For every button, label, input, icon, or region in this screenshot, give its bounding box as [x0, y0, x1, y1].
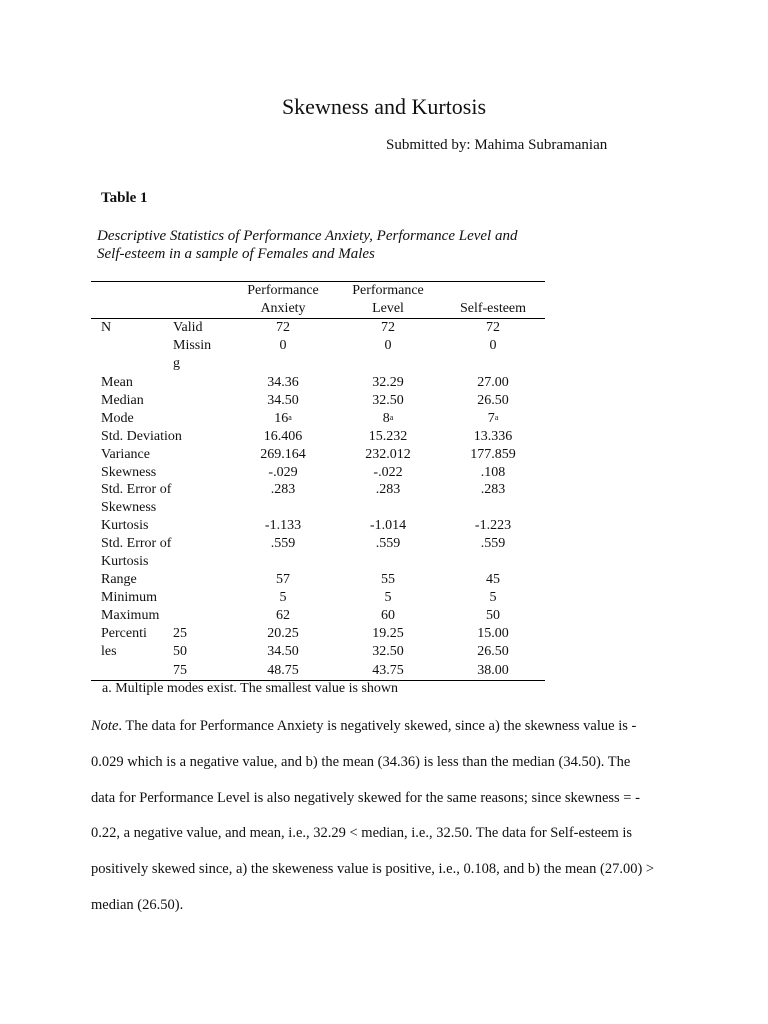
note-line	[91, 709, 691, 745]
table-cell	[448, 517, 538, 535]
table-row	[91, 589, 545, 607]
table-footnote: a. Multiple modes exist. The smallest value is shown	[102, 681, 399, 696]
table-cell	[343, 643, 433, 661]
table-row	[91, 662, 545, 680]
cell-value: 45	[486, 572, 500, 587]
table-caption-line: Descriptive Statistics of Performance Anxiety, Performance Level and	[97, 228, 518, 244]
table-cell	[238, 589, 328, 607]
table-cell	[238, 625, 328, 643]
cell-value: -.022	[373, 465, 403, 480]
row-label: Minimum	[101, 590, 158, 605]
table-cell	[238, 464, 328, 482]
table-cell	[448, 571, 538, 589]
cell-value: 55	[381, 572, 395, 587]
table-row	[91, 428, 545, 446]
cell-value: -.029	[268, 465, 298, 480]
cell-value: .108	[480, 465, 506, 480]
table-cell	[448, 643, 538, 661]
table-cell	[238, 662, 328, 680]
row-label: Std. Deviation	[101, 429, 182, 444]
cell-value: 5	[489, 590, 497, 605]
table-cell	[448, 428, 538, 446]
table-row	[91, 607, 545, 625]
cell-value: .283	[480, 482, 506, 497]
header-line: Performance	[247, 283, 319, 298]
cell-value: 0	[489, 338, 497, 353]
table-cell	[343, 535, 433, 553]
cell-value: 34.36	[267, 375, 299, 390]
table-cell	[238, 446, 328, 464]
cell-value: -1.133	[264, 518, 302, 533]
table-cell	[238, 428, 328, 446]
cell-value: .559	[375, 536, 401, 551]
table-cell	[238, 410, 328, 428]
header-line: Level	[372, 300, 404, 316]
table-cell	[343, 589, 433, 607]
note-paragraph	[91, 709, 691, 924]
cell-value: 32.50	[372, 644, 404, 659]
cell-value: 43.75	[372, 663, 404, 678]
table-row	[91, 535, 545, 553]
cell-value: 50	[486, 608, 500, 623]
note-line: 0.029 which is a negative value, and b) the mean (34.36) is less than the median (34.50). The	[91, 753, 631, 770]
cell-value: .559	[480, 536, 506, 551]
table-cell	[343, 517, 433, 535]
header-line: Anxiety	[260, 300, 306, 316]
footnote-marker: a	[494, 413, 499, 422]
cell-value: 232.012	[365, 447, 411, 462]
row-label: Std. Error of	[101, 536, 172, 551]
cell-value: 269.164	[260, 447, 306, 462]
table-cell	[448, 392, 538, 410]
table-caption	[97, 227, 537, 263]
table-row	[91, 410, 545, 428]
table-cell	[238, 481, 328, 499]
table-cell	[343, 337, 433, 355]
note-line: positively skewed since, a) the skeweness value is positive, i.e., 0.108, and b) the mean (27.00) >	[91, 861, 655, 878]
note-line: 0.22, a negative value, and mean, i.e., 32.29 < median, i.e., 32.50. The data for Self-esteem is	[91, 825, 633, 842]
table-cell	[448, 607, 538, 625]
row-label: Mode	[101, 411, 134, 426]
row-label: Kurtosis	[101, 554, 149, 569]
table-cell	[448, 662, 538, 680]
row-label: Median	[101, 393, 144, 408]
note-text: . The data for Performance Anxiety is negatively skewed, since a) the skewness value is -	[118, 718, 637, 734]
table-row	[91, 499, 545, 517]
table-label: Table 1	[101, 190, 148, 206]
table-row	[91, 355, 545, 373]
row-label: Range	[101, 572, 137, 587]
table-cell	[448, 446, 538, 464]
row-sublabel: 75	[173, 663, 187, 678]
cell-value: 26.50	[477, 393, 509, 408]
cell-value: 19.25	[372, 626, 404, 641]
cell-value: 26.50	[477, 644, 509, 659]
table-cell	[343, 410, 433, 428]
table-row	[91, 337, 545, 355]
row-label: Variance	[101, 447, 150, 462]
table-cell	[238, 607, 328, 625]
header-line: Self-esteem	[459, 300, 527, 316]
cell-value: 34.50	[267, 644, 299, 659]
table-row	[91, 517, 545, 535]
cell-value: 48.75	[267, 663, 299, 678]
cell-value: 72	[486, 320, 500, 335]
cell-value: 16.406	[263, 429, 303, 444]
table-row	[91, 643, 545, 661]
table-cell	[448, 589, 538, 607]
row-label: Skewness	[101, 465, 157, 480]
footnote-marker: a	[288, 413, 292, 422]
header-line: Performance	[352, 283, 424, 298]
row-sublabel: 50	[173, 644, 187, 659]
cell-value: 34.50	[267, 393, 299, 408]
cell-value: 32.50	[372, 393, 404, 408]
table-cell	[238, 571, 328, 589]
cell-value: 72	[381, 320, 395, 335]
table-cell	[343, 319, 433, 337]
note-label: Note	[91, 718, 119, 734]
cell-value: .283	[375, 482, 401, 497]
table-cell	[238, 392, 328, 410]
cell-value: 57	[276, 572, 290, 587]
cell-value: 15.00	[477, 626, 509, 641]
cell-value: 20.25	[267, 626, 299, 641]
table-row	[91, 374, 545, 392]
row-label: Mean	[101, 375, 133, 390]
column-header-performance-anxiety	[238, 282, 328, 317]
cell-value: 5	[279, 590, 287, 605]
table-cell	[343, 392, 433, 410]
row-label: Std. Error of	[101, 482, 172, 497]
row-sublabel: 25	[173, 626, 187, 641]
cell-value: 27.00	[477, 375, 509, 390]
table-cell	[238, 517, 328, 535]
table-row	[91, 464, 545, 482]
note-line: data for Performance Level is also negatively skewed for the same reasons; since skewness = -	[91, 789, 640, 806]
row-sublabel: Valid	[173, 320, 203, 335]
row-label: Skewness	[101, 500, 157, 515]
cell-value: 7	[487, 411, 495, 426]
cell-value: -1.014	[369, 518, 407, 533]
table-cell	[343, 481, 433, 499]
note-line: median (26.50).	[91, 896, 184, 913]
table-cell	[343, 607, 433, 625]
cell-value: .559	[270, 536, 296, 551]
row-sublabel: g	[173, 356, 180, 371]
table-cell	[238, 337, 328, 355]
table-row	[91, 392, 545, 410]
table-cell	[343, 625, 433, 643]
table-cell	[238, 374, 328, 392]
table-cell	[448, 464, 538, 482]
table-cell	[343, 571, 433, 589]
table-row	[91, 625, 545, 643]
table-cell	[343, 662, 433, 680]
row-label: Kurtosis	[101, 518, 149, 533]
table-cell	[448, 319, 538, 337]
cell-value: 13.336	[473, 429, 513, 444]
table-cell	[448, 535, 538, 553]
document-title: Skewness and Kurtosis	[281, 94, 487, 119]
row-label: Maximum	[101, 608, 160, 623]
table-cell	[238, 643, 328, 661]
table-row	[91, 481, 545, 499]
table-cell	[238, 535, 328, 553]
table-cell	[448, 481, 538, 499]
column-header-self-esteem	[448, 300, 538, 318]
table-row	[91, 571, 545, 589]
footnote-marker: a	[389, 413, 394, 422]
cell-value: -1.223	[474, 518, 512, 533]
cell-value: 62	[276, 608, 290, 623]
cell-value: 0	[384, 338, 392, 353]
cell-value: 0	[279, 338, 287, 353]
cell-value: 15.232	[368, 429, 408, 444]
cell-value: .283	[270, 482, 296, 497]
table-cell	[343, 428, 433, 446]
row-sublabel: Missin	[173, 338, 212, 353]
table-cell	[448, 337, 538, 355]
cell-value: 38.00	[477, 663, 509, 678]
table-cell	[343, 464, 433, 482]
row-label: Percenti	[101, 626, 147, 641]
cell-value: 5	[384, 590, 392, 605]
table-cell	[448, 374, 538, 392]
table-cell	[238, 319, 328, 337]
table-caption-line: Self-esteem in a sample of Females and Males	[97, 246, 375, 262]
cell-value: 72	[276, 320, 290, 335]
cell-value: 16	[274, 411, 289, 426]
table-row	[91, 553, 545, 571]
cell-value: 177.859	[470, 447, 516, 462]
table-cell	[448, 410, 538, 428]
table-row	[91, 446, 545, 464]
table-cell	[343, 446, 433, 464]
table-cell	[448, 625, 538, 643]
column-header-performance-level	[343, 282, 433, 317]
cell-value: 32.29	[372, 375, 404, 390]
table-row	[91, 319, 545, 337]
submitted-by: Submitted by: Mahima Subramanian	[386, 137, 608, 153]
cell-value: 8	[382, 411, 390, 426]
cell-value: 60	[381, 608, 395, 623]
row-label: N	[101, 320, 112, 335]
row-label: les	[101, 644, 117, 659]
table-cell	[343, 374, 433, 392]
